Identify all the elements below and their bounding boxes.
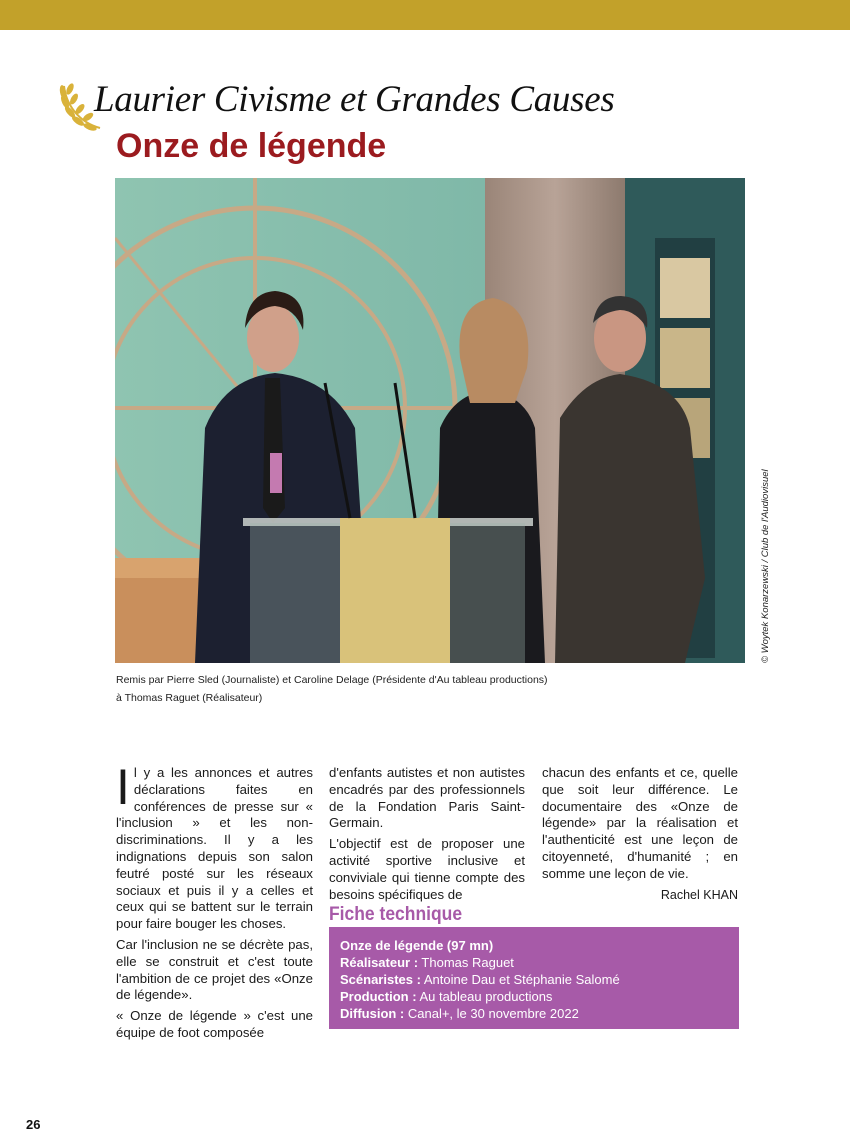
article-paragraph: L'objectif est de proposer une activité sportive inclusive et conviviale qui tienne compte des besoins spécifiques de (329, 836, 525, 902)
realisateur-value: Thomas Raguet (418, 955, 514, 970)
article-paragraph: chacun des enfants et ce, quelle que soit leur différence. Le documentaire des «Onze de légende» par la réalisation et l'authenticité est une leçon de citoyenneté, d'humanité ; en somme une leçon de vie. (542, 765, 738, 881)
paragraph-text: l y a les annonces et autres déclarations faites en conférences de presse sur « l'inclusion » et les non-discriminations. Il y a les indignations depuis son salon feutré posté sur les réseaux sociaux et puis il y a celles et ceux qui se battent sur le terrain pour faire bouger les choses. (116, 765, 313, 932)
drop-cap: I (116, 759, 130, 815)
diffusion-value: Canal+, le 30 novembre 2022 (404, 1006, 579, 1021)
production-label: Production : (340, 989, 417, 1004)
realisateur-label: Réalisateur : (340, 955, 419, 970)
fiche-technique-box (329, 927, 739, 1029)
photo-caption (116, 671, 716, 707)
scenaristes-label: Scénaristes : (340, 972, 421, 987)
fiche-diffusion-row (340, 1005, 728, 1022)
article-paragraph (116, 759, 313, 933)
fiche-realisateur-row (340, 954, 728, 971)
article-column-3 (542, 765, 738, 903)
fiche-film-row (340, 937, 728, 954)
caption-line-1: Remis par Pierre Sled (Journaliste) et Caroline Delage (Présidente d'Au tableau productions) (116, 674, 548, 686)
production-value: Au tableau productions (416, 989, 553, 1004)
category-heading: Laurier Civisme et Grandes Causes (94, 79, 615, 120)
article-paragraph: Car l'inclusion ne se décrète pas, elle se construit et c'est toute l'ambition de ce projet des «Onze de légende». (116, 936, 313, 1003)
top-color-band (0, 0, 850, 30)
fiche-technique-heading: Fiche technique (329, 904, 463, 925)
article-column-2 (329, 765, 525, 907)
scenaristes-value: Antoine Dau et Stéphanie Salomé (420, 972, 620, 987)
article-paragraph: d'enfants autistes et non autistes encadrés par des professionnels de la Fondation Paris Saint-Germain. (329, 765, 525, 831)
page-number: 26 (26, 1117, 41, 1132)
article-title: Onze de légende (116, 127, 387, 165)
photo-credit: © Woytek Konarzewski / Club de l'Audiovisuel (760, 469, 771, 663)
film-title: Onze de légende (97 mn) (340, 938, 494, 953)
award-ceremony-photo (115, 178, 745, 663)
author-signature: Rachel KHAN (660, 887, 738, 902)
fiche-production-row (340, 988, 728, 1005)
article-column-1 (116, 759, 313, 1046)
fiche-scenaristes-row (340, 971, 728, 988)
article-paragraph: « Onze de légende » c'est une équipe de foot composée (116, 1008, 313, 1040)
diffusion-label: Diffusion : (340, 1006, 405, 1021)
caption-line-2: à Thomas Raguet (Réalisateur) (116, 692, 263, 704)
